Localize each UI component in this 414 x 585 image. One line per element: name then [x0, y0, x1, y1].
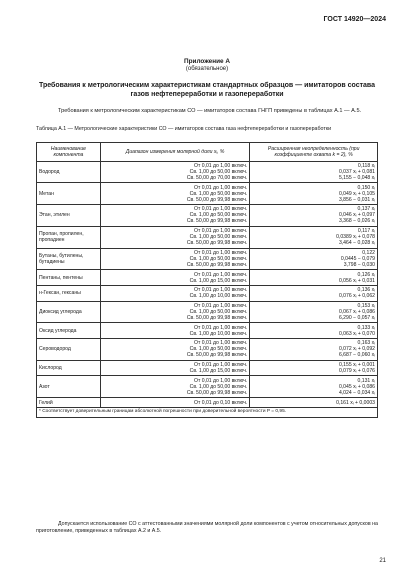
uncertainty-line: 0,161 xᵢ + 0,0003 [336, 399, 375, 406]
range-cell [100, 285, 249, 301]
range-cell [100, 248, 249, 270]
uncertainty-line: 0,045 xᵢ + 0,086 [338, 383, 375, 390]
table-row [37, 226, 378, 248]
component-name: Азот [37, 376, 101, 398]
table-footnote-row [37, 407, 378, 417]
uncertainty-cell [250, 398, 378, 408]
uncertainty-cell [250, 183, 378, 205]
range-line: Св. 1,00 до 15,00 включ. [189, 368, 248, 375]
range-line: Св. 1,00 до 50,00 включ. [189, 234, 248, 241]
table-header-row [37, 143, 378, 162]
table-row [37, 323, 378, 339]
uncertainty-line: 0,133 xᵢ [357, 324, 375, 331]
uncertainty-cell [250, 360, 378, 376]
header-uncertainty: Расширенная неопределенность (при коэффициенте охвата k = 2), % [250, 143, 378, 162]
table-row [37, 248, 378, 270]
table-footnote: * Соответствует доверительным границам абсолютной погрешности при доверительной вероятности P = 0,95. [37, 407, 378, 417]
component-name: Бутаны, бутилены, бутадиены [37, 248, 101, 270]
range-cell [100, 360, 249, 376]
range-line: Св. 50,00 до 99,98 включ. [186, 240, 248, 247]
range-line: Св. 50,00 до 99,98 включ. [186, 389, 248, 396]
uncertainty-line: 0,072 xᵢ + 0,092 [338, 346, 375, 353]
component-name: Пентаны, пентены [37, 270, 101, 286]
range-cell [100, 183, 249, 205]
uncertainty-line: 0,131 xᵢ [357, 377, 375, 384]
uncertainty-line: 3,368 − 0,026 xᵢ [338, 218, 375, 225]
range-line: От 0,01 до 1,00 включ. [194, 162, 248, 169]
uncertainty-cell [250, 205, 378, 227]
header-component: Наименование компонента [37, 143, 101, 162]
table-row [37, 301, 378, 323]
table-caption: Таблица А.1 — Метрологические характеристики СО — имитаторов состава газа нефтепереработки и газопереработки [36, 126, 332, 132]
range-line: Св. 50,00 до 99,98 включ. [186, 218, 248, 225]
range-line: Св. 1,00 до 50,00 включ. [189, 308, 248, 315]
range-line: От 0,01 до 0,10 включ. [194, 399, 248, 406]
uncertainty-line: 0,046 xᵢ + 0,097 [338, 212, 375, 219]
appendix-title: Приложение А [184, 58, 230, 65]
uncertainty-cell [250, 323, 378, 339]
uncertainty-cell [250, 248, 378, 270]
uncertainty-line: 0,049 xᵢ + 0,105 [338, 190, 375, 197]
appendix-status: (обязательное) [185, 66, 229, 72]
range-cell [100, 205, 249, 227]
component-name: Диоксид углерода [37, 301, 101, 323]
header-range: Диапазон измерения молярной доли xᵢ, % [100, 143, 249, 162]
table-row [37, 360, 378, 376]
table-row [37, 161, 378, 183]
range-line: Св. 1,00 до 10,00 включ. [189, 293, 248, 300]
table-row [37, 376, 378, 398]
table-row [37, 205, 378, 227]
uncertainty-line: 0,122 [362, 249, 375, 256]
table-row [37, 339, 378, 361]
uncertainty-cell [250, 339, 378, 361]
range-line: Св. 1,00 до 50,00 включ. [189, 383, 248, 390]
table-row [37, 285, 378, 301]
range-line: От 0,01 до 1,00 включ. [194, 287, 248, 294]
range-line: Св. 50,00 до 99,98 включ. [186, 315, 248, 322]
range-line: Св. 1,00 до 50,00 включ. [189, 255, 248, 262]
component-name: н-Гексан, гексаны [37, 285, 101, 301]
uncertainty-line: 0,163 xᵢ [357, 340, 375, 347]
range-line: От 0,01 до 1,00 включ. [194, 249, 248, 256]
uncertainty-line: 6,290 − 0,057 xᵢ [338, 315, 375, 322]
range-line: От 0,01 до 1,00 включ. [194, 271, 248, 278]
uncertainty-line: 0,153 xᵢ [357, 302, 375, 309]
uncertainty-line: 3,798 − 0,030 [343, 261, 375, 268]
range-line: Св. 1,00 до 50,00 включ. [189, 190, 248, 197]
table-row [37, 183, 378, 205]
uncertainty-line: 0,0445 − 0,079 [340, 255, 375, 262]
uncertainty-line: 0,137 xᵢ [357, 206, 375, 213]
component-name: Этан, этилен [37, 205, 101, 227]
component-name: Гелий [37, 398, 101, 408]
component-name: Водород [37, 161, 101, 183]
uncertainty-line: 0,136 xᵢ [357, 287, 375, 294]
uncertainty-line: 0,056 xᵢ + 0,031 [338, 277, 375, 284]
uncertainty-cell [250, 376, 378, 398]
range-line: От 0,01 до 1,00 включ. [194, 302, 248, 309]
range-line: Св. 1,00 до 50,00 включ. [189, 168, 248, 175]
range-line: Св. 1,00 до 50,00 включ. [189, 346, 248, 353]
range-cell [100, 161, 249, 183]
page-number: 21 [379, 558, 386, 564]
uncertainty-line: 0,079 xᵢ + 0,076 [338, 368, 375, 375]
component-name: Кислород [37, 360, 101, 376]
intro-paragraph: Требования к метрологическим характеристикам СО — имитаторов состава ГНГП приведены в таблицах А.1 — А.5. [58, 108, 362, 114]
uncertainty-line: 0,150 xᵢ [357, 184, 375, 191]
range-line: От 0,01 до 1,00 включ. [194, 206, 248, 213]
uncertainty-line: 3,464 − 0,028 xᵢ [338, 240, 375, 247]
range-line: Св. 1,00 до 50,00 включ. [189, 212, 248, 219]
range-line: Св. 50,00 до 99,98 включ. [186, 352, 248, 359]
uncertainty-line: 6,687 − 0,060 xᵢ [338, 352, 375, 359]
range-line: От 0,01 до 1,00 включ. [194, 340, 248, 347]
range-line: От 0,01 до 1,00 включ. [194, 228, 248, 235]
uncertainty-line: 4,024 − 0,034 xᵢ [338, 389, 375, 396]
range-line: Св. 1,00 до 10,00 включ. [189, 330, 248, 337]
range-cell [100, 398, 249, 408]
metrology-table [36, 142, 378, 418]
range-line: От 0,01 до 1,00 включ. [194, 362, 248, 369]
component-name: Оксид углерода [37, 323, 101, 339]
uncertainty-line: 0,118 xᵢ [357, 162, 375, 169]
range-cell [100, 226, 249, 248]
range-line: Св. 50,00 до 99,98 включ. [186, 261, 248, 268]
range-line: Св. 1,00 до 15,00 включ. [189, 277, 248, 284]
range-line: Св. 50,00 до 99,98 включ. [186, 196, 248, 203]
range-line: От 0,01 до 1,00 включ. [194, 324, 248, 331]
range-line: Св. 50,00 до 70,00 включ. [186, 174, 248, 181]
uncertainty-cell [250, 285, 378, 301]
component-name: Пропан, пропилен, пропадиен [37, 226, 101, 248]
range-line: От 0,01 до 1,00 включ. [194, 377, 248, 384]
page-title: Требования к метрологическим характеристикам стандартных образцов — имитаторов состава газов нефтепереработки и газопереработки [38, 82, 376, 98]
uncertainty-line: 0,067 xᵢ + 0,086 [338, 308, 375, 315]
component-name: Сероводород [37, 339, 101, 361]
uncertainty-line: 0,0389 xᵢ + 0,078 [336, 234, 375, 241]
component-name: Метан [37, 183, 101, 205]
uncertainty-line: 5,155 − 0,048 xᵢ [338, 174, 375, 181]
uncertainty-line: 0,155 xᵢ + 0,001 [338, 362, 375, 369]
range-cell [100, 376, 249, 398]
range-cell [100, 323, 249, 339]
range-line: От 0,01 до 1,00 включ. [194, 184, 248, 191]
uncertainty-cell [250, 161, 378, 183]
range-cell [100, 270, 249, 286]
uncertainty-cell [250, 270, 378, 286]
standard-number: ГОСТ 14920—2024 [323, 16, 386, 23]
table-row [37, 270, 378, 286]
range-cell [100, 301, 249, 323]
range-cell [100, 339, 249, 361]
note-paragraph: Допускается использование СО с аттестованными значениями молярной доли компонентов с учетом относительных допусков на приготовление, приведенных в таблицах А.2 и А.5. [36, 521, 378, 534]
uncertainty-line: 0,117 xᵢ [357, 228, 375, 235]
uncertainty-line: 0,063 xᵢ + 0,070 [338, 330, 375, 337]
uncertainty-cell [250, 226, 378, 248]
table-body [37, 161, 378, 407]
uncertainty-line: 0,076 xᵢ + 0,062 [338, 293, 375, 300]
table-row [37, 398, 378, 408]
uncertainty-cell [250, 301, 378, 323]
uncertainty-line: 0,037 xᵢ + 0,081 [338, 168, 375, 175]
uncertainty-line: 3,856 − 0,031 xᵢ [338, 196, 375, 203]
uncertainty-line: 0,126 xᵢ [357, 271, 375, 278]
